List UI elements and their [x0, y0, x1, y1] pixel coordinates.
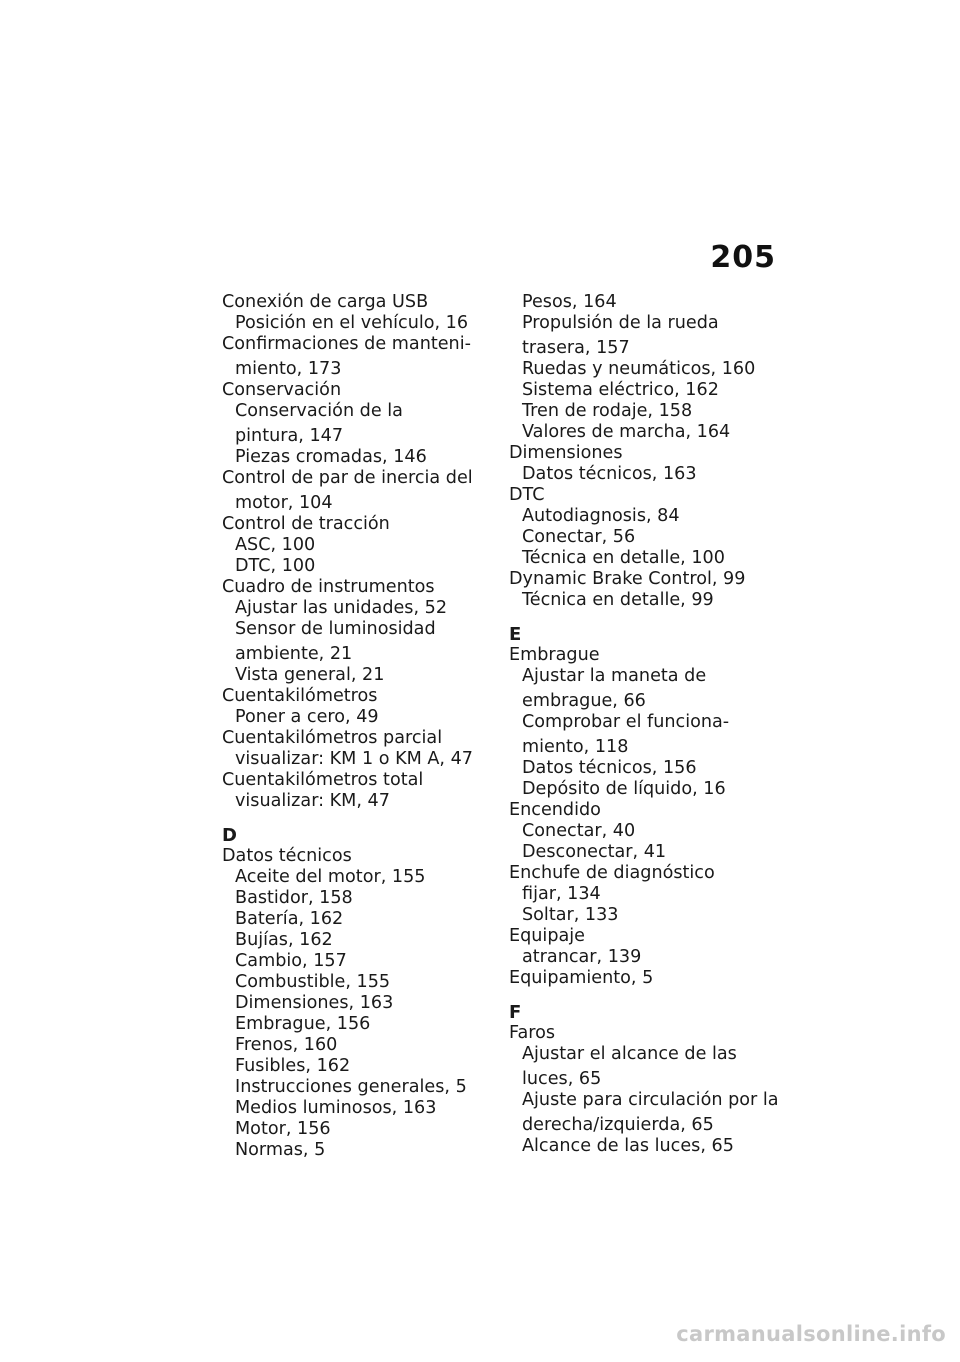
index-subentry: Batería, 162 — [235, 909, 344, 929]
index-subentry: Comprobar el funciona- — [522, 712, 730, 732]
index-subentry: Pesos, 164 — [522, 292, 617, 312]
index-subentry: Fusibles, 162 — [235, 1056, 351, 1076]
index-subentry: motor, 104 — [235, 493, 333, 513]
index-subentry: Conectar, 56 — [522, 527, 636, 547]
index-subentry: Datos técnicos, 156 — [522, 758, 697, 778]
index-entry: Equipaje — [509, 926, 585, 946]
index-entry: Embrague — [509, 645, 600, 665]
watermark: carmanualsonline.info — [676, 1322, 946, 1346]
index-subentry: miento, 173 — [235, 359, 342, 379]
index-entry: Confirmaciones de manteni- — [222, 334, 471, 354]
index-subentry: Sensor de luminosidad — [235, 619, 436, 639]
index-subentry: pintura, 147 — [235, 426, 344, 446]
index-letter: F — [509, 1002, 522, 1023]
index-subentry: Piezas cromadas, 146 — [235, 447, 427, 467]
index-entry: DTC — [509, 485, 545, 505]
index-subentry: Ajustar el alcance de las — [522, 1044, 737, 1064]
index-subentry: trasera, 157 — [522, 338, 630, 358]
index-subentry: derecha/izquierda, 65 — [522, 1115, 714, 1135]
index-column-right — [509, 292, 779, 1157]
index-entry: Cuadro de instrumentos — [222, 577, 435, 597]
index-subentry: Propulsión de la rueda — [522, 313, 719, 333]
index-entry: Dimensiones — [509, 443, 623, 463]
index-subentry: miento, 118 — [522, 737, 629, 757]
index-entry: Equipamiento, 5 — [509, 968, 654, 988]
index-entry: Datos técnicos — [222, 846, 352, 866]
index-subentry: Depósito de líquido, 16 — [522, 779, 726, 799]
index-subentry: luces, 65 — [522, 1069, 602, 1089]
index-subentry: Motor, 156 — [235, 1119, 331, 1139]
index-subentry: Ajustar las unidades, 52 — [235, 598, 448, 618]
index-subentry: Bujías, 162 — [235, 930, 333, 950]
index-subentry: Técnica en detalle, 100 — [522, 548, 725, 568]
page-number: 205 — [710, 240, 776, 275]
index-subentry: ambiente, 21 — [235, 644, 353, 664]
index-entry: Encendido — [509, 800, 601, 820]
index-subentry: Vista general, 21 — [235, 665, 385, 685]
index-subentry: Desconectar, 41 — [522, 842, 667, 862]
index-subentry: Medios luminosos, 163 — [235, 1098, 437, 1118]
index-entry: Cuentakilómetros parcial — [222, 728, 443, 748]
index-subentry: Ajustar la maneta de — [522, 666, 707, 686]
index-subentry: Normas, 5 — [235, 1140, 326, 1160]
index-subentry: Poner a cero, 49 — [235, 707, 379, 727]
index-entry: Dynamic Brake Control, 99 — [509, 569, 746, 589]
index-letter: E — [509, 624, 522, 645]
index-entry: Conexión de carga USB — [222, 292, 429, 312]
index-subentry: Embrague, 156 — [235, 1014, 371, 1034]
index-subentry: embrague, 66 — [522, 691, 646, 711]
index-subentry: visualizar: KM 1 o KM A, 47 — [235, 749, 474, 769]
index-entry: Cuentakilómetros — [222, 686, 378, 706]
index-subentry: Combustible, 155 — [235, 972, 391, 992]
index-subentry: fijar, 134 — [522, 884, 601, 904]
index-subentry: Ajuste para circulación por la — [522, 1090, 779, 1110]
index-entry: Control de tracción — [222, 514, 390, 534]
index-entry: Cuentakilómetros total — [222, 770, 424, 790]
index-subentry: Datos técnicos, 163 — [522, 464, 697, 484]
index-subentry: Conectar, 40 — [522, 821, 636, 841]
index-letter: D — [222, 825, 237, 846]
index-subentry: ASC, 100 — [235, 535, 316, 555]
index-subentry: Conservación de la — [235, 401, 403, 421]
index-entry: Conservación — [222, 380, 342, 400]
index-subentry: Frenos, 160 — [235, 1035, 338, 1055]
index-subentry: Aceite del motor, 155 — [235, 867, 426, 887]
index-subentry: Autodiagnosis, 84 — [522, 506, 680, 526]
index-subentry: Ruedas y neumáticos, 160 — [522, 359, 756, 379]
index-subentry: Bastidor, 158 — [235, 888, 353, 908]
index-subentry: Cambio, 157 — [235, 951, 347, 971]
index-entry: Enchufe de diagnóstico — [509, 863, 715, 883]
index-subentry: Sistema eléctrico, 162 — [522, 380, 719, 400]
index-subentry: atrancar, 139 — [522, 947, 642, 967]
index-subentry: Instrucciones generales, 5 — [235, 1077, 467, 1097]
index-subentry: Soltar, 133 — [522, 905, 619, 925]
index-column-left — [222, 292, 482, 1161]
index-subentry: Posición en el vehículo, 16 — [235, 313, 469, 333]
index-subentry: visualizar: KM, 47 — [235, 791, 390, 811]
index-subentry: Valores de marcha, 164 — [522, 422, 731, 442]
index-entry: Control de par de inercia del — [222, 468, 473, 488]
index-subentry: Alcance de las luces, 65 — [522, 1136, 734, 1156]
index-subentry: Dimensiones, 163 — [235, 993, 394, 1013]
index-entry: Faros — [509, 1023, 556, 1043]
index-subentry: DTC, 100 — [235, 556, 316, 576]
index-subentry: Tren de rodaje, 158 — [522, 401, 693, 421]
index-subentry: Técnica en detalle, 99 — [522, 590, 714, 610]
